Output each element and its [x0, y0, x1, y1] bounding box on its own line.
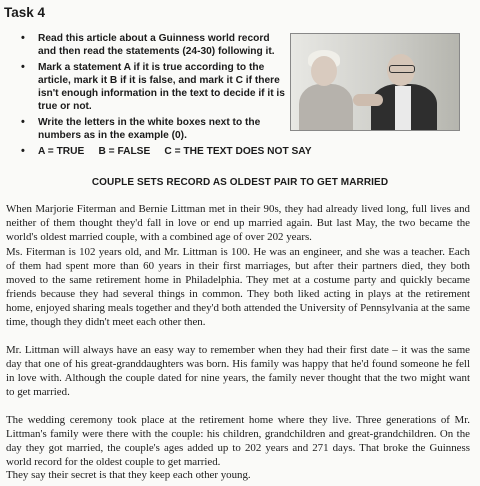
article-paragraph: The wedding ceremony took place at the retirement home where they live. Three generations of Mr. Littman's family were there with the couple: his children, grandchildren and great-grandchildren. On the day they got married, the couple's ages added up to 202 years and 271 days. That broke the Guinness world record for the oldest couple to get married.	[6, 414, 470, 468]
instruction-text: Write the letters in the white boxes next to the numbers as in the example (0).	[38, 117, 261, 141]
bullet-icon: •	[21, 32, 25, 44]
instruction-text: Mark a statement A if it is true according to the article, mark it B if it is false, and mark it C if there isn't enough information in the text to decide if it is true or not.	[38, 62, 285, 112]
article-paragraph: Ms. Fiterman is 102 years old, and Mr. Littman is 100. He was an engineer, and she was a teacher. Each of them had spent more than 60 years in their first marriages, but after their partners died, they both moved to the same retirement home in Philadelphia. They met at a costume party and quickly became friends because they had several things in common. They both liked acting in plays at the retirement home, enjoyed sharing meals together and they'd both attended the University of Pennsylvania at the same time, though they didn't meet each other then.	[6, 246, 470, 328]
instruction-item	[18, 32, 288, 58]
answer-key-legend: A = TRUE B = FALSE C = THE TEXT DOES NOT SAY	[38, 146, 312, 157]
bullet-icon: •	[21, 145, 25, 157]
woman-figure	[299, 84, 353, 131]
instruction-item	[18, 116, 288, 142]
article-paragraph: When Marjorie Fiterman and Bernie Littman met in their 90s, they had already lived long, full lives and neither of them thought they'd fall in love or end up married again. But last May, the two became the world's oldest married couple, with a combined age of over 202 years.	[6, 203, 470, 243]
couple-photo	[290, 33, 460, 131]
article-paragraph: Mr. Littman will always have an easy way to remember when they had their first date – it was the same day that one of his great-granddaughters was born. His family was happy that he'd found someone he fell in love with. Although the couple dated for nine years, the family never thought that the two might want to get married.	[6, 344, 470, 398]
instruction-text: Read this article about a Guinness world record and then read the statements (24-30) following it.	[38, 33, 275, 57]
article-headline: COUPLE SETS RECORD AS OLDEST PAIR TO GET MARRIED	[91, 177, 389, 188]
article-paragraph: They say their secret is that they keep each other young.	[6, 469, 251, 481]
instruction-item	[18, 61, 288, 113]
instruction-item	[18, 145, 312, 158]
bullet-icon: •	[21, 116, 25, 128]
instructions-list	[18, 32, 312, 161]
bullet-icon: •	[21, 61, 25, 73]
glasses-icon	[389, 65, 415, 73]
task-title: Task 4	[4, 5, 46, 20]
